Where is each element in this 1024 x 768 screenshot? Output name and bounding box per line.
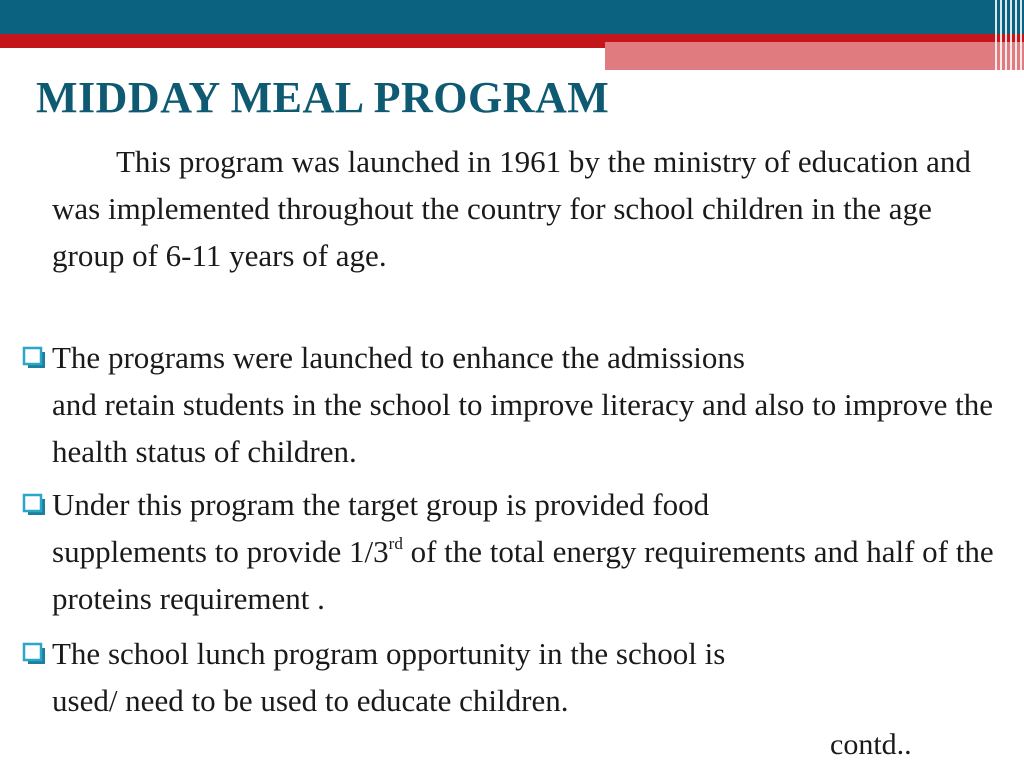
bullet-text-rest-b: of the total energy requirements and half of the proteins requirement . bbox=[52, 534, 994, 616]
superscript-rd: rd bbox=[388, 534, 403, 553]
bullet-item bbox=[22, 481, 1002, 622]
bullet-text-line1: Under this program the target group is provided food bbox=[52, 487, 710, 522]
header-blue-band bbox=[0, 0, 1024, 34]
header-pink-band bbox=[605, 42, 1024, 70]
intro-paragraph: This program was launched in 1961 by the ministry of education and was implemented throughout the country for school children in the age group of 6-11 years of age. bbox=[52, 144, 971, 273]
checkbox-bullet-icon bbox=[22, 642, 49, 666]
header-banner bbox=[0, 0, 1024, 72]
header-red-band-lower bbox=[0, 42, 605, 48]
checkbox-bullet-icon bbox=[22, 493, 49, 517]
bullet-item bbox=[22, 630, 1002, 724]
slide-title: MIDDAY MEAL PROGRAM bbox=[36, 73, 610, 122]
bullet-text-rest-a: supplements to provide 1/3 bbox=[52, 534, 389, 569]
checkbox-bullet-icon bbox=[22, 346, 49, 370]
bullet-text-rest: used/ need to be used to educate children. bbox=[52, 683, 569, 718]
bullet-text-rest: and retain students in the school to improve literacy and also to improve the health status of children. bbox=[52, 387, 993, 469]
header-stripes bbox=[993, 0, 1024, 70]
bullet-item bbox=[22, 334, 1002, 475]
bullet-text-line1: The programs were launched to enhance the admissions bbox=[52, 340, 745, 375]
bullet-text-line1: The school lunch program opportunity in the school is bbox=[52, 636, 726, 671]
continued-note: contd.. bbox=[830, 728, 912, 761]
